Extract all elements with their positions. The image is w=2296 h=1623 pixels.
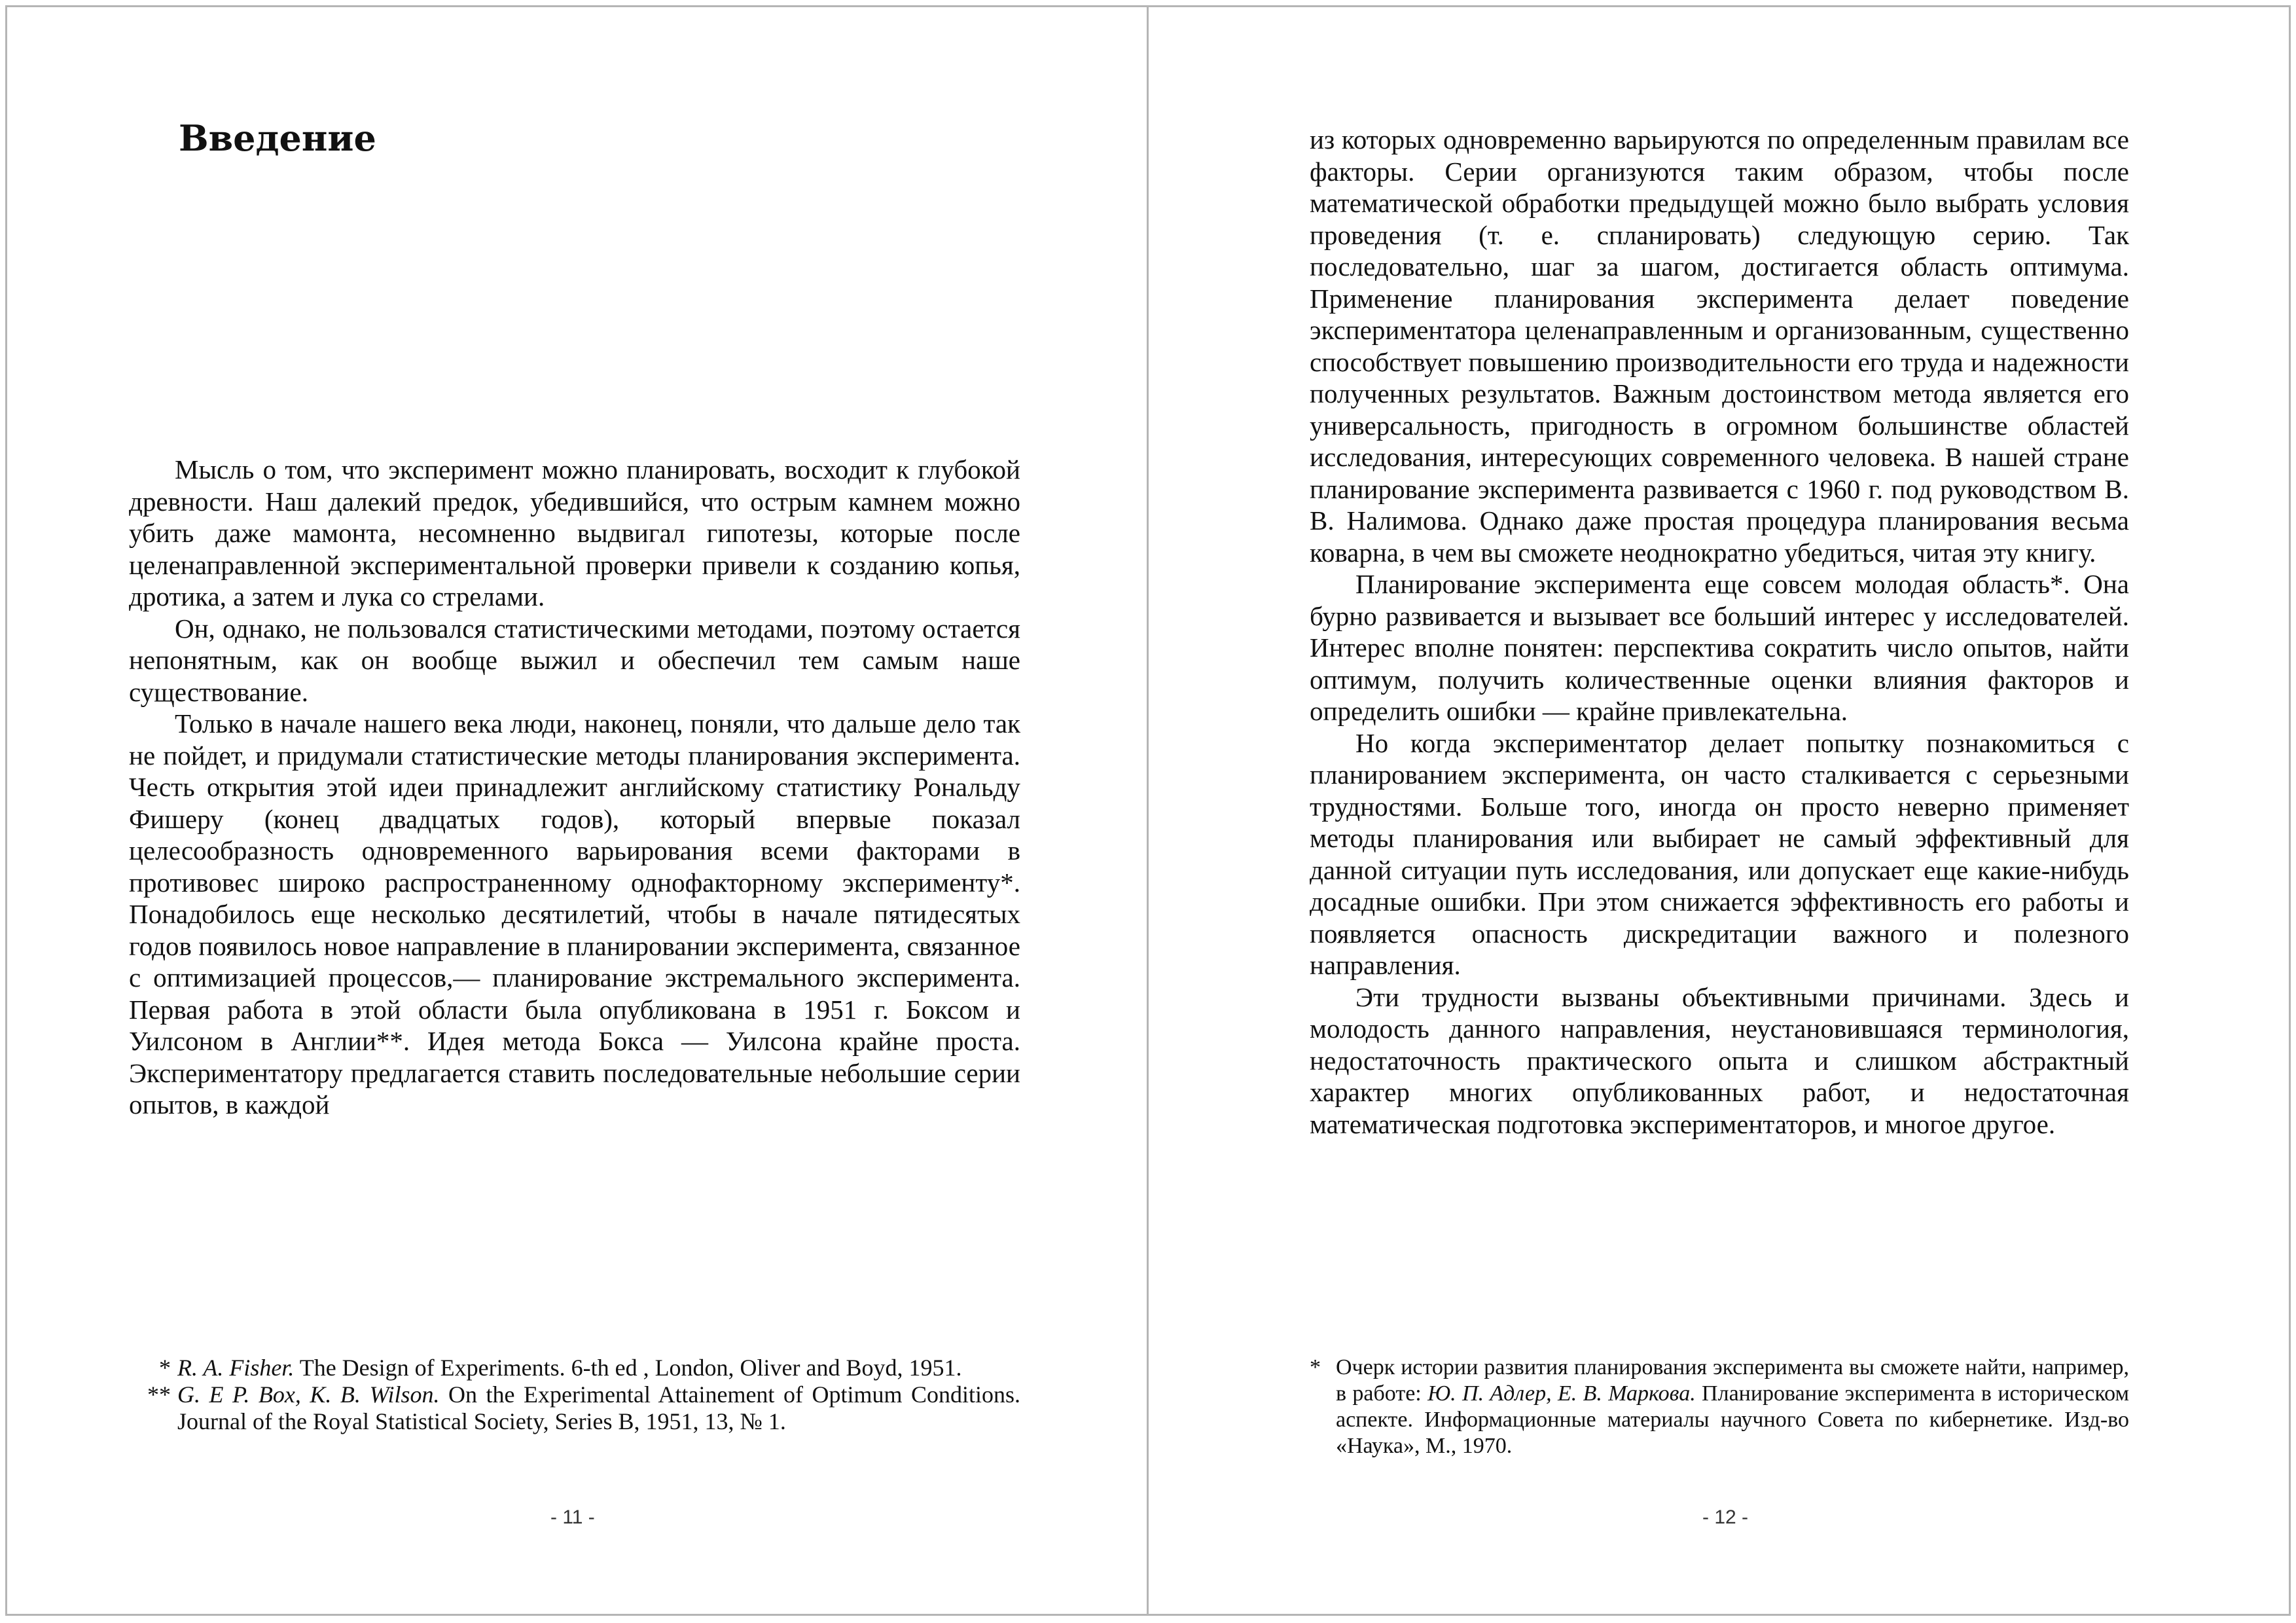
footnote-text: Очерк истории развития планирования эксперимента вы сможете найти, например, в работе: [1336, 1355, 2129, 1406]
paragraph: Эти трудности вызваны объективными причинами. Здесь и молодость данного направления, неустановившаяся терминология, недостаточность практического опыта и слишком абстрактный характер многих опубликованных работ, и недостаточная математическая подготовка экспериментаторов, и многое другое. [1310, 981, 2129, 1139]
footnote [135, 1355, 1020, 1381]
left-body-text [129, 454, 1020, 1121]
page-number: - 11 - [550, 1506, 595, 1528]
footnote [135, 1381, 1020, 1435]
paragraph: Но когда экспериментатор делает попытку познакомиться с планированием эксперимента, он часто сталкивается с серьезными трудностями. Больше того, иногда он просто неверно применяет методы планирования или выбирает не самый эффективный для данной ситуации путь исследования, или допускает еще какие-нибудь досадные ошибки. При этом снижается эффективность его работы и появляется опасность дискредитации важного и полезного направления. [1310, 727, 2129, 980]
footnote-author: G. E P. Box, K. B. Wilson. [177, 1381, 440, 1408]
footnote [1310, 1355, 2129, 1459]
right-page [1147, 5, 2291, 1616]
footnote-text: On the Experimental Attainement of Optimum Conditions. Journal of the Royal Statistical Society, Series B, 1951, 13, № 1. [177, 1381, 1021, 1434]
left-footnotes [135, 1355, 1020, 1435]
footnote-mark: * [159, 1355, 171, 1381]
page-number: - 12 - [1702, 1506, 1749, 1528]
paragraph: Он, однако, не пользовался статистическими методами, поэтому остается непонятным, как он вообще выжил и обеспечил тем самым наше существование. [129, 613, 1020, 707]
footnote-author: R. A. Fisher. [177, 1355, 295, 1381]
paragraph: из которых одновременно варьируются по определенным правилам все факторы. Серии организуются таким образом, чтобы после математической обработки предыдущей можно было выбрать условия проведения (т. е. спланировать) следующую серию. Так последовательно, шаг за шагом, достигается область оптимума. Применение планирования эксперимента делает поведение экспериментатора целенаправленным и организованным, существенно способствует повышению производительности его труда и надежности полученных результатов. Важным достоинством метода является его универсальность, пригодность в огромном большинстве областей исследования, интересующих современного человека. В нашей стране планирование эксперимента развивается с 1960 г. под руководством В. В. Налимова. Однако даже простая процедура планирования весьма коварна, в чем вы сможете неоднократно убедиться, читая эту книгу. [1310, 124, 2129, 568]
footnote-text: Планирование эксперимента в историческом аспекте. Информационные материалы научного Совета по кибернетике. Изд-во «Наука», М., 1970. [1336, 1381, 2129, 1458]
paragraph: Мысль о том, что эксперимент можно планировать, восходит к глубокой древности. Наш далекий предок, убедившийся, что острым камнем можно убить даже мамонта, несомненно выдвигал гипотезы, которые после целенаправленной экспериментальной проверки привели к созданию копья, дротика, а затем и лука со стрелами. [129, 454, 1020, 611]
right-body-text [1310, 124, 2129, 1140]
footnote-mark: * [1310, 1355, 1321, 1379]
footnote-mark: ** [147, 1381, 171, 1408]
footnote-author: Ю. П. Адлер, Е. В. Маркова. [1427, 1381, 1696, 1406]
paragraph: Планирование эксперимента еще совсем молодая область*. Она бурно развивается и вызывает все больший интерес у исследователей. Интерес вполне понятен: перспектива сократить число опытов, найти оптимум, получить количественные оценки влияния факторов и определить ошибки — крайне привлекательна. [1310, 569, 2129, 726]
footnote-text: The Design of Experiments. 6-th ed , London, Oliver and Boyd, 1951. [299, 1355, 962, 1381]
page-title: Введение [179, 117, 376, 159]
left-page [5, 5, 1152, 1616]
paragraph: Только в начале нашего века люди, наконец, поняли, что дальше дело так не пойдет, и придумали статистические методы планирования эксперимента. Честь открытия этой идеи принадлежит английскому статистику Рональду Фишеру (конец двадцатых годов), который впервые показал целесообразность одновременного варьирования всеми факторами в противовес широко распространенному однофакторному эксперименту*. Понадобилось еще несколько десятилетий, чтобы в начале пятидесятых годов появилось новое направление в планировании эксперимента, связанное с оптимизацией процессов,— планирование экстремального эксперимента. Первая работа в этой области была опубликована в 1951 г. Боксом и Уилсоном в Англии**. Идея метода Бокса — Уилсона крайне проста. Экспериментатору предлагается ставить последовательные небольшие серии опытов, в каждой [129, 708, 1020, 1120]
right-footnotes [1310, 1355, 2129, 1459]
